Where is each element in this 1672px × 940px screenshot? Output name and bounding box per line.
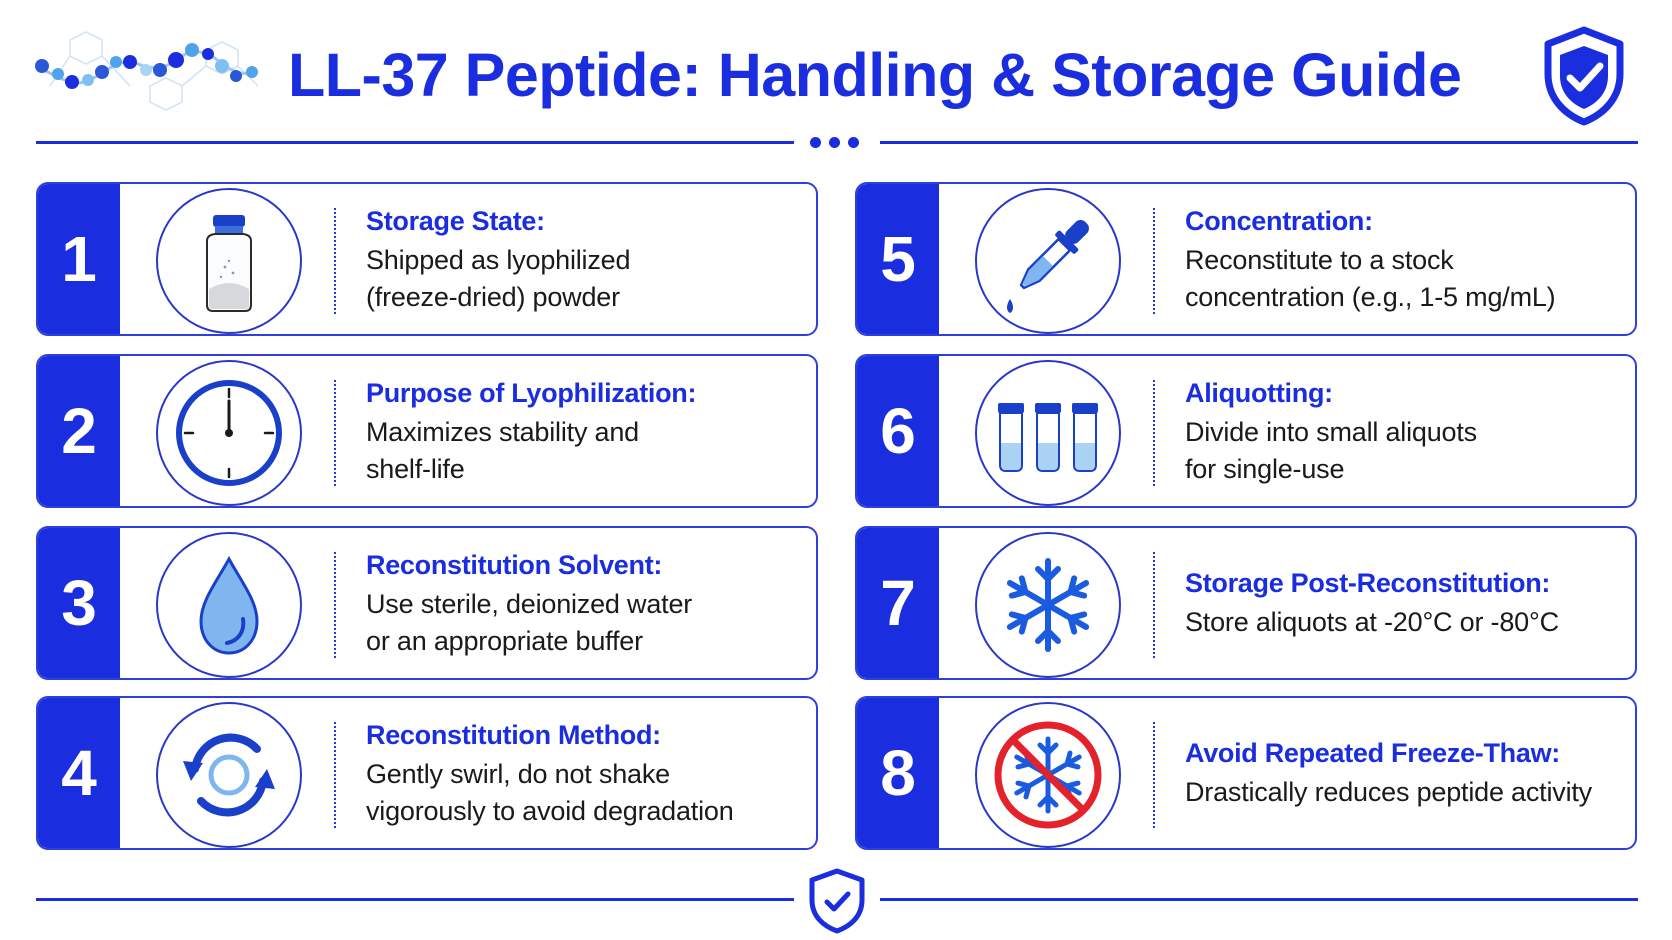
three-vials-icon xyxy=(988,373,1108,493)
step-number: 5 xyxy=(857,184,939,334)
step-label: Aliquotting: xyxy=(1185,377,1333,408)
step-number: 3 xyxy=(38,528,120,678)
step-description-line: for single-use xyxy=(1185,453,1345,484)
molecule-chain-icon xyxy=(30,26,270,126)
no-freeze-thaw-icon xyxy=(988,715,1108,835)
step-description-line: Reconstitute to a stock xyxy=(1185,244,1454,275)
step-card-5 xyxy=(855,182,1637,336)
snowflake-icon xyxy=(988,545,1108,665)
step-label: Reconstitution Solvent: xyxy=(366,549,663,580)
step-card-7 xyxy=(855,526,1637,680)
step-description-line: Gently swirl, do not shake xyxy=(366,758,670,789)
step-icon-frame xyxy=(975,360,1121,506)
shield-check-icon xyxy=(808,868,866,934)
step-label: Storage State: xyxy=(366,205,545,236)
step-number: 7 xyxy=(857,528,939,678)
step-icon-frame xyxy=(156,188,302,334)
step-card-3 xyxy=(36,526,818,680)
step-icon-frame xyxy=(156,360,302,506)
water-drop-icon xyxy=(169,545,289,665)
dotted-divider xyxy=(334,552,336,658)
swirl-arrows-icon xyxy=(169,715,289,835)
step-description-line: Divide into small aliquots xyxy=(1185,416,1477,447)
step-number: 2 xyxy=(38,356,120,506)
step-description-line: (freeze-dried) powder xyxy=(366,281,620,312)
step-number: 4 xyxy=(38,698,120,848)
dotted-divider xyxy=(1153,722,1155,828)
header xyxy=(0,0,1672,140)
step-label: Avoid Repeated Freeze-Thaw: xyxy=(1185,738,1560,768)
step-description-line: concentration (e.g., 1-5 mg/mL) xyxy=(1185,281,1556,312)
step-card-6 xyxy=(855,354,1637,508)
step-card-8 xyxy=(855,696,1637,850)
top-rule-right xyxy=(880,141,1638,144)
step-label: Storage Post-Reconstitution: xyxy=(1185,568,1551,598)
bottom-rule-left xyxy=(36,898,794,901)
step-number: 6 xyxy=(857,356,939,506)
step-card-1 xyxy=(36,182,818,336)
step-icon-frame xyxy=(975,532,1121,678)
bottom-rule-right xyxy=(880,898,1638,901)
clock-icon xyxy=(169,373,289,493)
step-icon-frame xyxy=(975,188,1121,334)
dotted-divider xyxy=(1153,208,1155,314)
step-icon-frame xyxy=(156,532,302,678)
step-description-line: vigorously to avoid degradation xyxy=(366,795,734,826)
page-title: LL-37 Peptide: Handling & Storage Guide xyxy=(288,41,1462,109)
step-description-line: or an appropriate buffer xyxy=(366,625,643,656)
dotted-divider xyxy=(1153,380,1155,486)
step-card-4 xyxy=(36,696,818,850)
step-icon-frame xyxy=(156,702,302,848)
dotted-divider xyxy=(1153,552,1155,658)
step-description-line: Shipped as lyophilized xyxy=(366,244,631,275)
vial-powder-icon xyxy=(169,201,289,321)
dotted-divider xyxy=(334,722,336,828)
top-rule-left xyxy=(36,141,794,144)
step-description-line: Use sterile, deionized water xyxy=(366,588,693,619)
step-label: Concentration: xyxy=(1185,205,1373,236)
step-icon-frame xyxy=(975,702,1121,848)
step-label: Purpose of Lyophilization: xyxy=(366,377,697,408)
shield-check-icon xyxy=(1542,26,1626,126)
step-label: Reconstitution Method: xyxy=(366,719,661,750)
step-number: 1 xyxy=(38,184,120,334)
dotted-divider xyxy=(334,208,336,314)
step-description-line: Drastically reduces peptide activity xyxy=(1185,777,1592,807)
dropper-icon xyxy=(988,201,1108,321)
dotted-divider xyxy=(334,380,336,486)
step-description-line: shelf-life xyxy=(366,453,465,484)
divider-dots xyxy=(810,137,859,148)
step-card-2 xyxy=(36,354,818,508)
step-number: 8 xyxy=(857,698,939,848)
step-description-line: Maximizes stability and xyxy=(366,416,639,447)
step-description-line: Store aliquots at -20°C or -80°C xyxy=(1185,607,1559,637)
